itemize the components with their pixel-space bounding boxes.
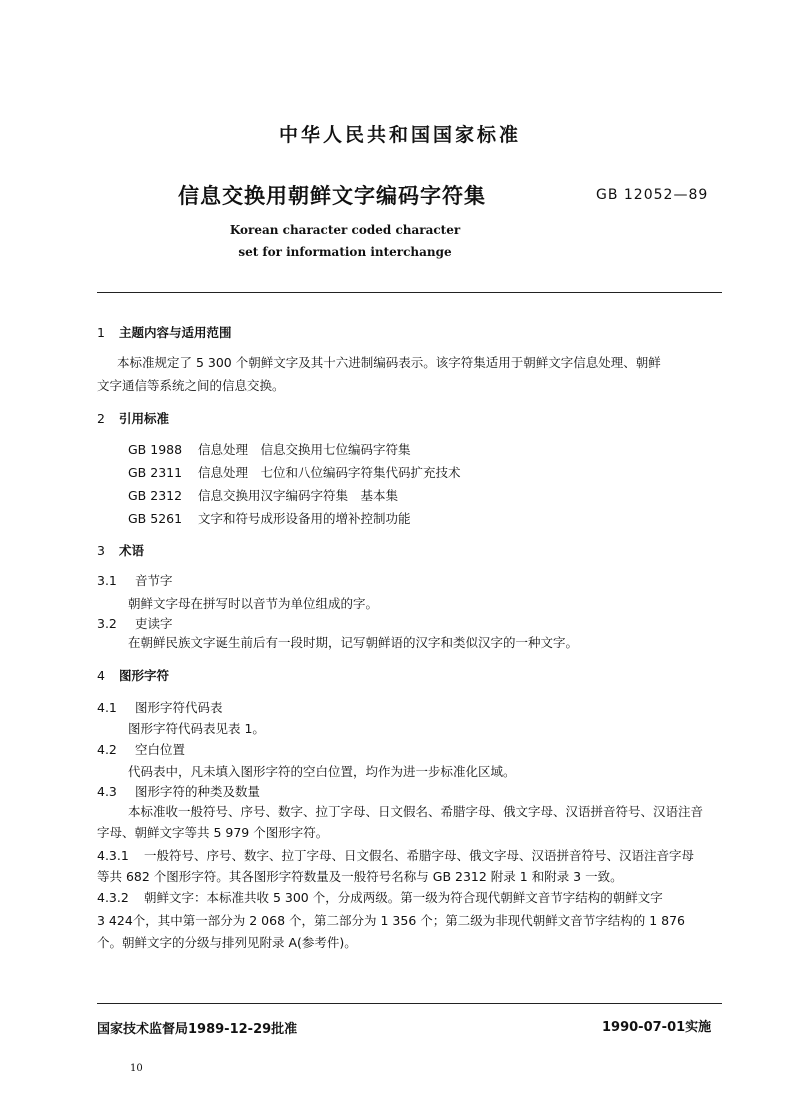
subsection-4-3-2-line3: 个。朝鲜文字的分级与排列见附录 A(参考件)。 bbox=[97, 935, 357, 950]
reference-item bbox=[128, 440, 411, 458]
subsection-3-2-heading bbox=[97, 614, 173, 632]
header-divider bbox=[97, 292, 722, 293]
reference-code: GB 1988 bbox=[128, 442, 183, 457]
effective-date: 1990-07-01实施 bbox=[602, 1020, 712, 1035]
issuing-authority: 中华人民共和国国家标准 bbox=[278, 124, 521, 146]
subsection-3-1-heading bbox=[97, 571, 173, 589]
section-2-heading bbox=[97, 409, 169, 427]
section-title: 引用标准 bbox=[119, 411, 170, 426]
section-3-heading bbox=[97, 541, 144, 559]
approval-date: 国家技术监督局1989-12-29批准 bbox=[97, 1022, 298, 1037]
subsection-4-3-heading bbox=[97, 782, 260, 800]
subsection-number: 3.2 bbox=[97, 616, 117, 631]
subsection-4-3-2-line2: 3 424个，其中第一部分为 2 068 个，第二部分为 1 356 个；第二级为非现代朝鲜文音节字结构的 1 876 bbox=[97, 913, 686, 928]
section-4-heading bbox=[97, 666, 169, 684]
reference-item bbox=[128, 463, 461, 481]
subsection-number: 4.3.2 bbox=[97, 890, 129, 905]
standard-title-english-line2: set for information interchange bbox=[238, 245, 452, 259]
section-title: 术语 bbox=[119, 543, 145, 558]
subsection-number: 4.2 bbox=[97, 742, 117, 757]
page-number: 10 bbox=[130, 1063, 143, 1074]
reference-code: GB 2311 bbox=[128, 465, 183, 480]
section-number: 2 bbox=[97, 411, 105, 426]
section-number: 1 bbox=[97, 325, 105, 340]
subsection-4-3-1-line1 bbox=[97, 846, 694, 864]
section-1-paragraph-line1: 本标准规定了 5 300 个朝鲜文字及其十六进制编码表示。该字符集适用于朝鲜文字信息处理、朝鲜 bbox=[117, 355, 661, 370]
subsection-4-3-1-line2: 等共 682 个图形字符。其各图形字符数量及一般符号名称与 GB 2312 附录 1 和附录 3 一致。 bbox=[97, 869, 623, 884]
reference-title: 文字和符号成形设备用的增补控制功能 bbox=[198, 511, 411, 526]
subsection-text: 朝鲜文字：本标准共收 5 300 个，分成两级。第一级为符合现代朝鲜文音节字结构的朝鲜文字 bbox=[144, 890, 663, 905]
subsection-title: 空白位置 bbox=[135, 742, 186, 757]
reference-item bbox=[128, 509, 411, 527]
standard-number: GB 12052—89 bbox=[596, 187, 709, 203]
section-1-heading bbox=[97, 323, 232, 341]
reference-item bbox=[128, 486, 398, 504]
subsection-number: 4.1 bbox=[97, 700, 117, 715]
reference-title: 信息交换用汉字编码字符集 基本集 bbox=[198, 488, 399, 503]
subsection-title: 图形字符代码表 bbox=[135, 700, 223, 715]
subsection-title: 音节字 bbox=[135, 573, 173, 588]
subsection-number: 3.1 bbox=[97, 573, 117, 588]
footer-divider bbox=[97, 1003, 722, 1004]
subsection-4-1-heading bbox=[97, 698, 223, 716]
reference-code: GB 2312 bbox=[128, 488, 183, 503]
section-number: 3 bbox=[97, 543, 105, 558]
subsection-title: 吏读字 bbox=[135, 616, 173, 631]
reference-code: GB 5261 bbox=[128, 511, 183, 526]
subsection-4-2-paragraph: 代码表中，凡未填入图形字符的空白位置，均作为进一步标准化区域。 bbox=[128, 764, 516, 779]
subsection-title: 图形字符的种类及数量 bbox=[135, 784, 261, 799]
subsection-4-3-paragraph-line2: 字母、朝鲜文字等共 5 979 个图形字符。 bbox=[97, 825, 329, 840]
subsection-4-1-paragraph: 图形字符代码表见表 1。 bbox=[128, 721, 265, 736]
subsection-4-3-2-line1 bbox=[97, 888, 663, 906]
section-title: 主题内容与适用范围 bbox=[119, 325, 232, 340]
section-title: 图形字符 bbox=[119, 668, 170, 683]
subsection-number: 4.3.1 bbox=[97, 848, 129, 863]
standard-title-english-line1: Korean character coded character bbox=[229, 223, 461, 237]
section-1-paragraph-line2: 文字通信等系统之间的信息交换。 bbox=[97, 378, 285, 393]
subsection-3-2-paragraph: 在朝鲜民族文字诞生前后有一段时期，记写朝鲜语的汉字和类似汉字的一种文字。 bbox=[128, 635, 579, 650]
subsection-text: 一般符号、序号、数字、拉丁字母、日文假名、希腊字母、俄文字母、汉语拼音符号、汉语注音字母 bbox=[144, 848, 695, 863]
standard-title-chinese: 信息交换用朝鲜文字编码字符集 bbox=[178, 184, 486, 208]
subsection-4-3-paragraph-line1: 本标准收一般符号、序号、数字、拉丁字母、日文假名、希腊字母、俄文字母、汉语拼音符号、汉语注音 bbox=[128, 804, 704, 819]
subsection-4-2-heading bbox=[97, 740, 185, 758]
section-number: 4 bbox=[97, 668, 105, 683]
subsection-number: 4.3 bbox=[97, 784, 117, 799]
reference-title: 信息处理 信息交换用七位编码字符集 bbox=[198, 442, 411, 457]
subsection-3-1-paragraph: 朝鲜文字母在拼写时以音节为单位组成的字。 bbox=[128, 596, 379, 611]
reference-title: 信息处理 七位和八位编码字符集代码扩充技术 bbox=[198, 465, 461, 480]
